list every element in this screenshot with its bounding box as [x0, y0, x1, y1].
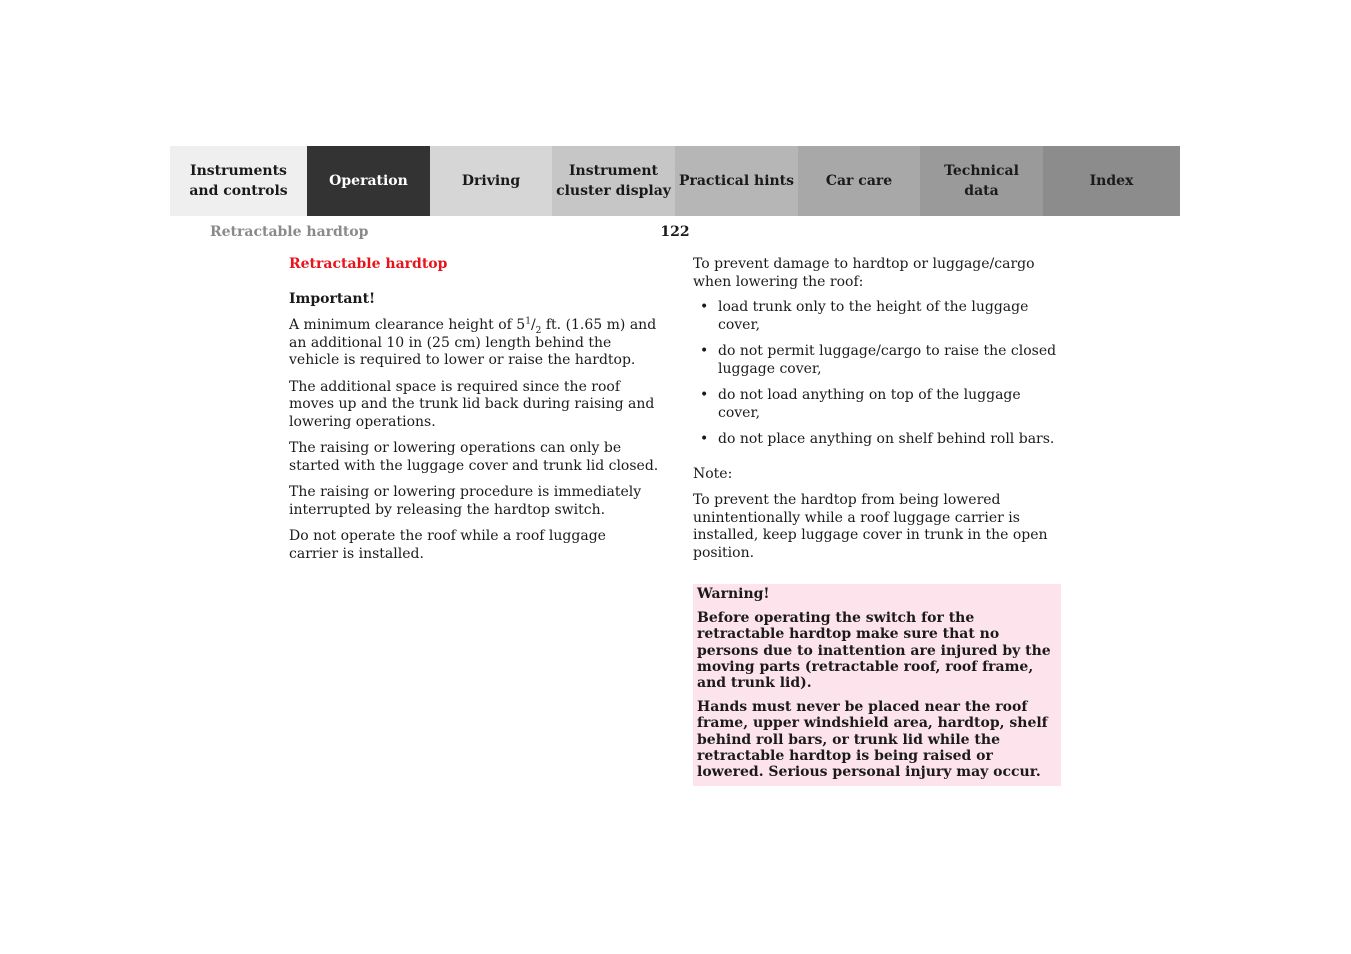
bullet-intro: To prevent damage to hardtop or luggage/cargo when lowering the roof:: [693, 256, 1035, 290]
precaution-list: [693, 299, 1061, 449]
note-text: To prevent the hardtop from being lowered unintentionally while a roof luggage carrier is installed, keep luggage cover in trunk in the open position.: [693, 492, 1048, 561]
warning-box: [693, 584, 1061, 786]
tab-label-line1: Technical: [944, 163, 1019, 179]
right-column: [693, 256, 1061, 786]
body-paragraph: The raising or lowering operations can only be started with the luggage cover and trunk lid closed.: [289, 440, 659, 474]
list-item: • do not permit luggage/cargo to raise the closed luggage cover,: [693, 343, 1061, 378]
tab-index[interactable]: [1043, 146, 1180, 216]
tab-car-care[interactable]: [798, 146, 920, 216]
list-item: • do not load anything on top of the luggage cover,: [693, 387, 1061, 422]
tab-label-line1: Practical hints: [678, 173, 795, 189]
body-paragraph: The raising or lowering procedure is immediately interrupted by releasing the hardtop switch.: [289, 484, 642, 518]
list-item: • load trunk only to the height of the luggage cover,: [693, 299, 1061, 334]
tab-label-line1: Driving: [461, 173, 521, 189]
warning-paragraph: Hands must never be placed near the roof frame, upper windshield area, hardtop, shelf behind roll bars, or trunk lid while the retractable hardtop is being raised or lowered. Serious personal injury may occur.: [697, 699, 1048, 781]
body-paragraph: The additional space is required since the roof moves up and the trunk lid back during raising and lowering operations.: [289, 378, 655, 430]
tab-label-line2: and controls: [189, 183, 288, 199]
tab-practical-hints[interactable]: [675, 146, 798, 216]
section-title: Retractable hardtop: [289, 256, 448, 272]
note-label: Note:: [693, 465, 733, 482]
tab-label-line1: Instruments: [190, 163, 287, 179]
tab-operation[interactable]: [307, 146, 430, 216]
body-paragraph: Do not operate the roof while a roof luggage carrier is installed.: [289, 528, 606, 562]
tab-technical-data[interactable]: [920, 146, 1043, 216]
tab-instruments-and-controls[interactable]: [170, 146, 307, 216]
tab-label-line2: cluster display: [556, 183, 671, 199]
tab-label-line1: Index: [1089, 173, 1134, 189]
warning-title: Warning!: [697, 586, 770, 602]
clearance-paragraph: A minimum clearance height of $5^1/_2$ ft. (1.65 m) and an additional 10 in (25 cm) length behind the vehicle is required to lower or raise the hardtop.: [289, 316, 657, 368]
tab-instrument-cluster-display[interactable]: [552, 146, 675, 216]
important-heading: Important!: [289, 290, 376, 307]
page-number: 122: [660, 224, 690, 240]
left-column: [289, 256, 659, 572]
warning-paragraph: Before operating the switch for the retractable hardtop make sure that no persons due to inattention are injured by the moving parts (retractable roof, roof frame, and trunk lid).: [697, 610, 1051, 692]
tab-label-line1: Operation: [329, 173, 408, 189]
tab-driving[interactable]: [430, 146, 552, 216]
list-item: • do not place anything on shelf behind roll bars.: [693, 431, 1061, 449]
tab-label-line2: data: [964, 183, 999, 199]
running-head: Retractable hardtop: [210, 224, 369, 240]
tab-label-line1: Instrument: [569, 163, 658, 179]
tab-label-line1: Car care: [825, 173, 893, 189]
section-nav-tabs: [170, 146, 1180, 216]
